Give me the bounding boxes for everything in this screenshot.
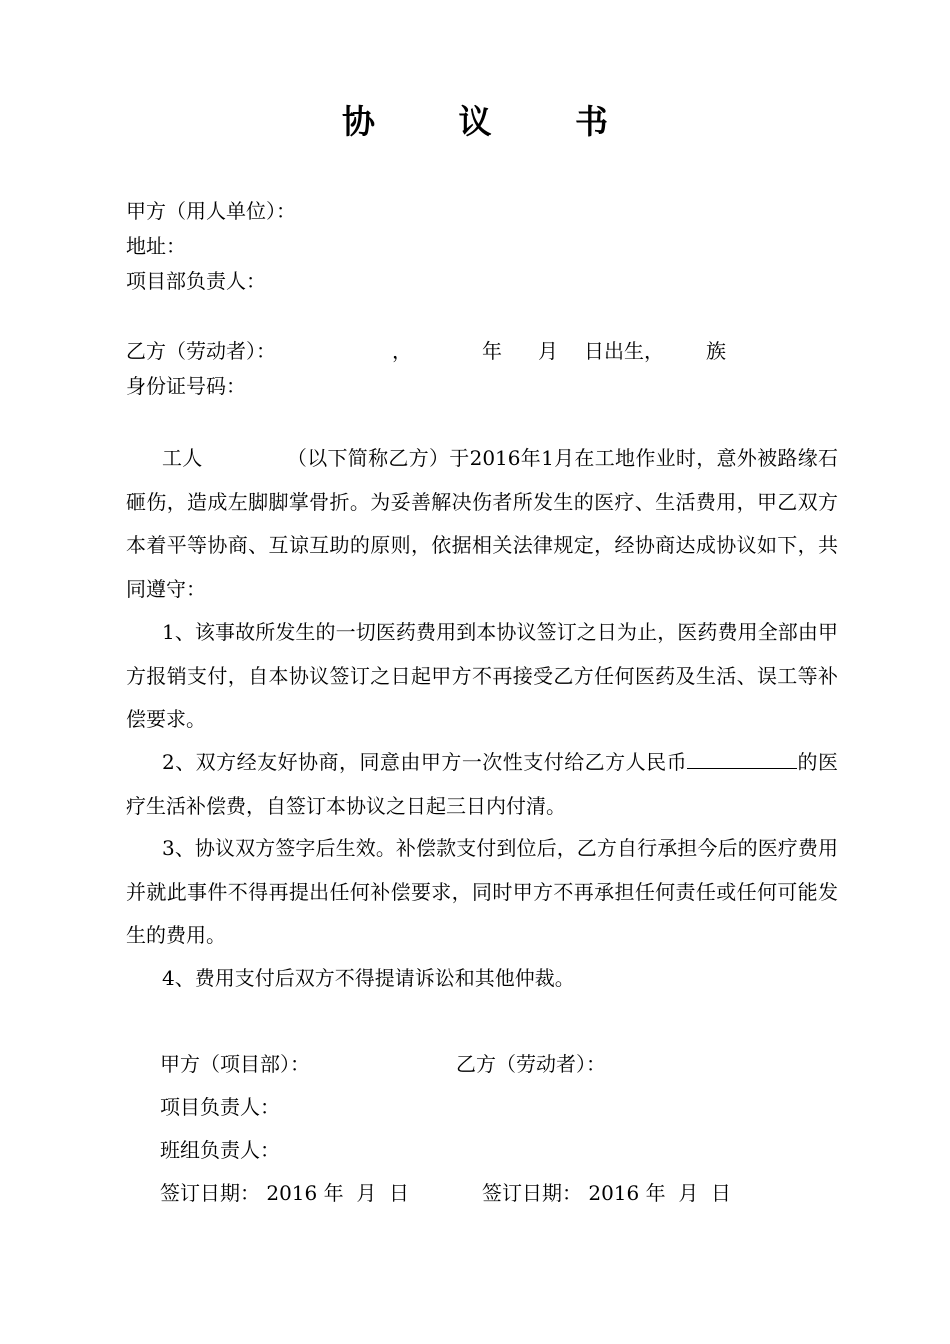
clause-2 <box>126 741 838 828</box>
clause-3: 3、协议双方签字后生效。补偿款支付到位后，乙方自行承担今后的医疗费用并就此事件不得再提出任何补偿要求，同时甲方不再承担任何责任或任何可能发生的费用。 <box>126 836 838 947</box>
party-b-name-label: 乙方（劳动者）： <box>126 339 276 363</box>
clause-2-suffix: 的医疗生活补偿费，自签订本协议之日起三日内付清。 <box>126 750 838 818</box>
signature-party-b-label: 乙方（劳动者）： <box>456 1052 606 1076</box>
signing-date-party-b: 签订日期： 2016 年 月 日 <box>482 1181 732 1205</box>
project-leader-label: 项目负责人： <box>160 1095 280 1119</box>
party-a-address-label: 地址： <box>126 234 186 258</box>
signing-date-party-a: 签订日期： 2016 年 月 日 <box>160 1181 410 1205</box>
amount-blank-line <box>687 746 797 769</box>
intro-text: （以下简称乙方）于2016年1月在工地作业时，意外被路缘石砸伤，造成左脚脚掌骨折。为妥善解决伤者所发生的医疗、生活费用，甲乙双方本着平等协商、互谅互助的原则，依据相关法律规定，经协商达成协议如下，共同遵守： <box>126 446 839 601</box>
party-b-birth-day: 日出生， <box>584 339 664 363</box>
party-a-name-label: 甲方（用人单位）： <box>126 199 296 223</box>
intro-prefix: 工人 <box>162 446 203 470</box>
party-b-birth-year: 年 <box>482 339 502 363</box>
team-leader-label: 班组负责人： <box>160 1138 280 1162</box>
clause-1: 1、该事故所发生的一切医药费用到本协议签订之日为止，医药费用全部由甲方报销支付，自本协议签订之日起甲方不再接受乙方任何医药及生活、误工等补偿要求。 <box>126 620 838 731</box>
party-b-id-label: 身份证号码： <box>126 374 246 398</box>
party-b-ethnicity: 族 <box>706 339 726 363</box>
intro-paragraph <box>126 437 838 611</box>
party-b-comma: ， <box>392 339 412 363</box>
clause-4: 4、费用支付后双方不得提请诉讼和其他仲裁。 <box>162 966 575 990</box>
document-title: 协 议 书 <box>342 102 644 141</box>
party-b-birth-month: 月 <box>538 339 558 363</box>
clause-2-prefix: 2、双方经友好协商，同意由甲方一次性支付给乙方人民币 <box>162 750 688 774</box>
party-a-project-manager-label: 项目部负责人： <box>126 269 266 293</box>
signature-party-a-label: 甲方（项目部）： <box>160 1052 310 1076</box>
